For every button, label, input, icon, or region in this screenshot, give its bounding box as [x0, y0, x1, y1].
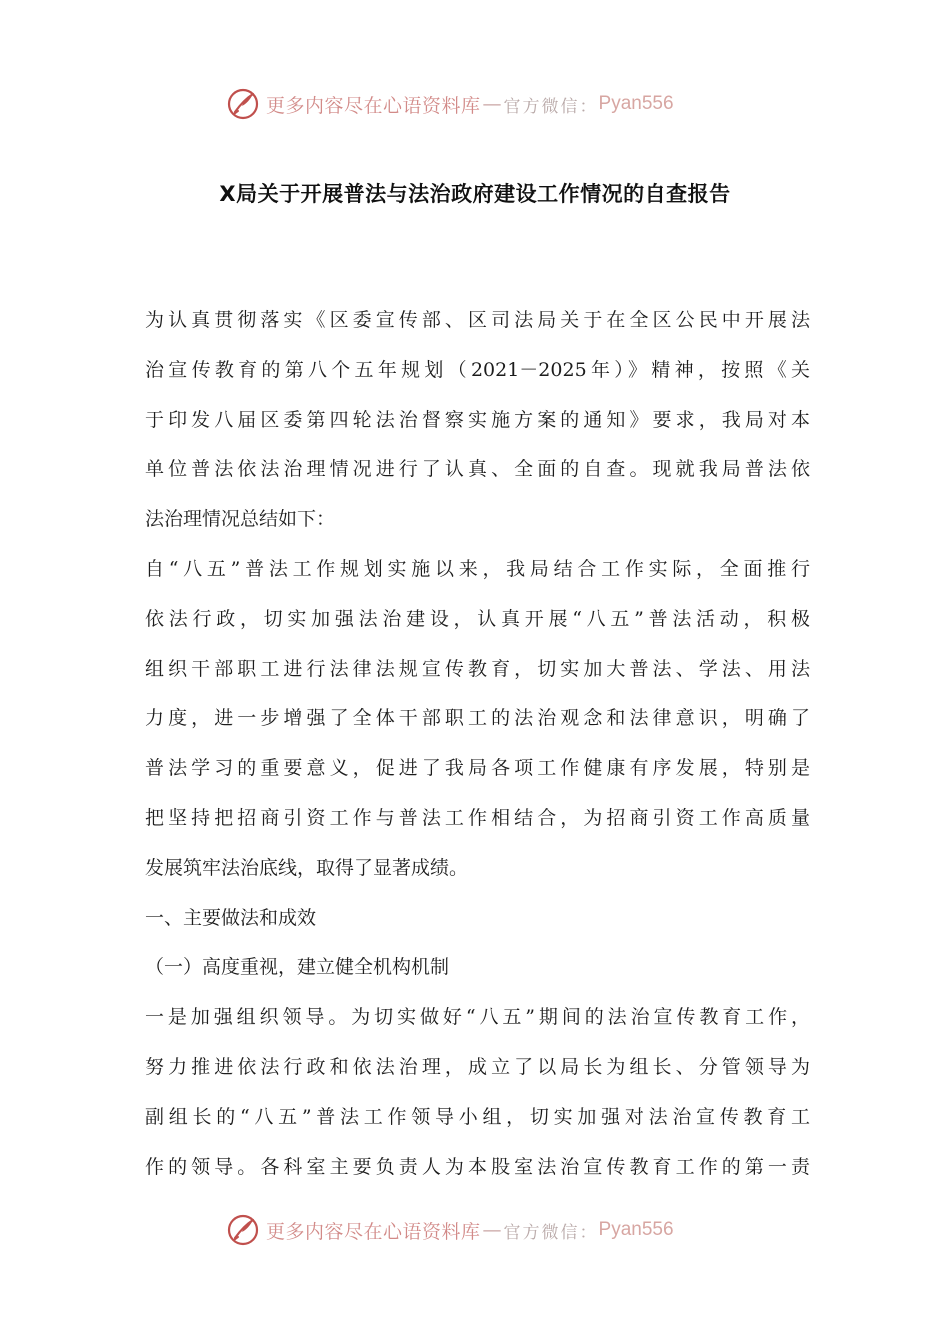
body-line: 作的领导。各科室主要负责人为本股室法治宣传教育工作的第一责	[145, 1155, 810, 1178]
body-line: 为认真贯彻落实《区委宣传部、区司法局关于在全区公民中开展法	[145, 309, 810, 331]
watermark-wechat-id: Pyan556	[598, 1219, 674, 1240]
body-line: 发展筑牢法治底线，取得了显著成绩。	[145, 856, 469, 879]
body-line: 力度，进一步增强了全体干部职工的法治观念和法律意识，明确了	[145, 707, 810, 730]
body-line: 依法行政，切实加强法治建设，认真开展“八五”普法活动，积极	[145, 607, 810, 630]
watermark-official-label: 官方微信：	[503, 96, 599, 117]
body-line: 于印发八届区委第四轮法治督察实施方案的通知》要求，我局对本	[145, 408, 810, 431]
body-line: 治宣传教育的第八个五年规划（2021－2025年）》精神，按照《关	[145, 358, 810, 381]
subsection-heading: （一）高度重视，建立健全机构机制	[145, 956, 450, 979]
quill-logo-icon	[226, 1213, 260, 1247]
body-line: 法治理情况总结如下：	[145, 508, 336, 531]
document-title: X局关于开展普法与法治政府建设工作情况的自查报告	[219, 182, 731, 206]
watermark-official-label: 官方微信：	[503, 1222, 599, 1243]
body-line: 组织干部职工进行法律法规宣传教育，切实加大普法、学法、用法	[145, 657, 810, 680]
watermark-site-text: 更多内容尽在心语资料库	[266, 94, 481, 117]
quill-logo-icon	[226, 87, 260, 121]
body-line: 副组长的“八五”普法工作领导小组，切实加强对法治宣传教育工	[145, 1105, 810, 1128]
body-line: 一是加强组织领导。为切实做好“八五”期间的法治宣传教育工作，	[145, 1006, 810, 1029]
watermark-dash: —	[482, 1219, 502, 1241]
body-line: 把坚持把招商引资工作与普法工作相结合，为招商引资工作高质量	[145, 806, 810, 829]
watermark-wechat-id: Pyan556	[598, 93, 674, 114]
body-line: 单位普法依法治理情况进行了认真、全面的自查。现就我局普法依	[145, 458, 810, 481]
watermark-dash: —	[482, 93, 502, 115]
body-line: 努力推进依法行政和依法治理，成立了以局长为组长、分管领导为	[145, 1055, 810, 1078]
header-watermark	[226, 86, 746, 122]
body-line: 普法学习的重要意义，促进了我局各项工作健康有序发展，特别是	[145, 757, 810, 780]
section-heading: 一、主要做法和成效	[145, 906, 317, 929]
body-line: 自“八五”普法工作规划实施以来，我局结合工作实际，全面推行	[145, 557, 810, 580]
watermark-site-text: 更多内容尽在心语资料库	[266, 1220, 481, 1243]
footer-watermark	[226, 1212, 746, 1248]
document-body	[145, 296, 810, 1192]
